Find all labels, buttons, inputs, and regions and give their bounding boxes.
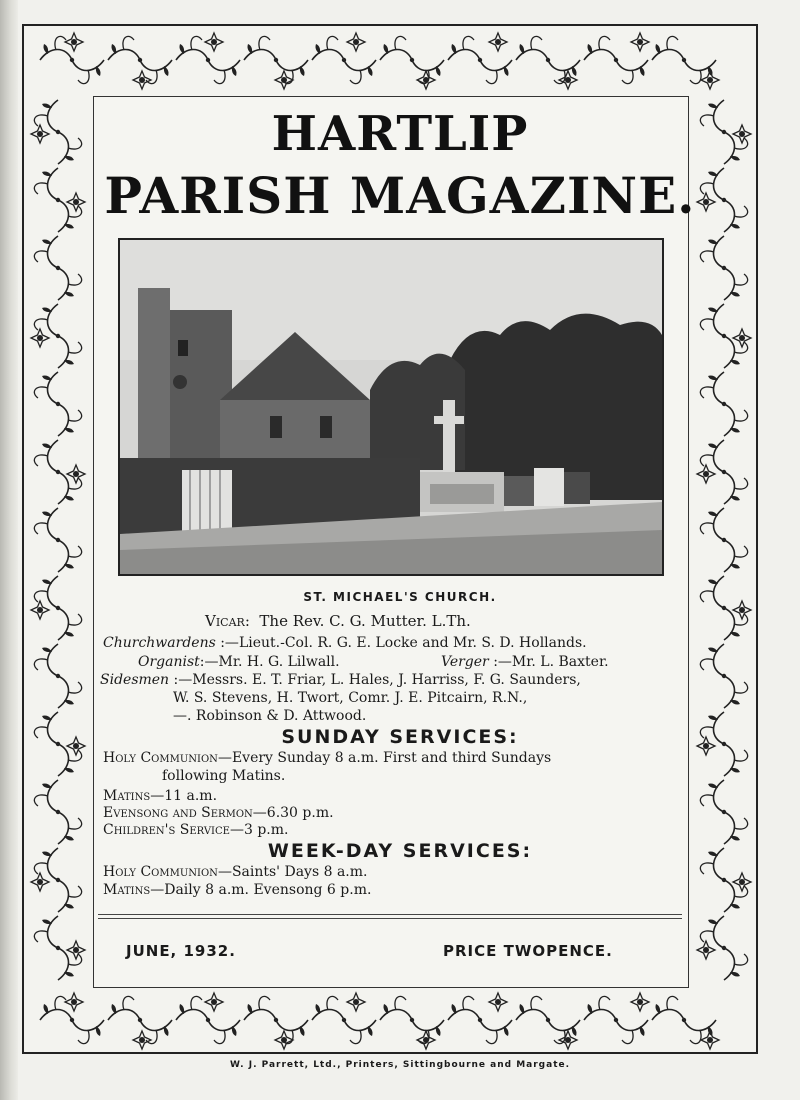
weekday-matins: [103, 882, 371, 898]
verger-label: Verger: [441, 654, 489, 670]
divider-rule-upper: [98, 914, 682, 915]
organist-name: Mr. H. G. Lilwall.: [218, 654, 340, 670]
weekday-holy-communion: [103, 864, 367, 880]
sunday-services-heading: SUNDAY SERVICES:: [281, 726, 519, 748]
sidesmen-sep: :—: [169, 672, 193, 688]
masthead-title-line1: HARTLIP: [271, 106, 529, 162]
organist-sep: :—: [199, 654, 219, 670]
churchwardens-names: Lieut.-Col. R. G. E. Locke and Mr. S. D. Hollands.: [238, 635, 587, 651]
vicar-name: The Rev. C. G. Mutter. L.Th.: [259, 612, 471, 630]
weekday-matins-text: Daily 8 a.m. Evensong 6 p.m.: [164, 882, 372, 898]
sidesmen-line-1: [100, 672, 581, 688]
sunday-children-text: 3 p.m.: [243, 822, 289, 838]
price: PRICE TWOPENCE.: [443, 942, 613, 960]
sunday-evensong-label: Evensong and Sermon: [103, 805, 253, 821]
divider-rule-lower: [98, 918, 682, 919]
photo-caption: ST. MICHAEL'S CHURCH.: [303, 590, 497, 604]
sunday-childrens-service: [103, 822, 288, 838]
verger-line: [441, 654, 609, 670]
churchwardens-label: Churchwardens: [103, 635, 216, 651]
sunday-matins: [103, 788, 217, 804]
weekday-hc-text: Saints' Days 8 a.m.: [231, 864, 368, 880]
organist-line: [138, 654, 340, 670]
vicar-line: [205, 612, 471, 630]
verger-sep: :—: [488, 654, 512, 670]
sunday-matins-sep: —: [150, 788, 165, 804]
weekday-hc-sep: —: [217, 864, 232, 880]
organist-label: Organist: [138, 654, 200, 670]
church-photograph: [118, 238, 664, 576]
vicar-label: Vicar: [205, 612, 245, 630]
sunday-matins-text: 11 a.m.: [164, 788, 218, 804]
sidesmen-label: Sidesmen: [100, 672, 170, 688]
sidesmen-line-3: —. Robinson & D. Attwood.: [173, 708, 367, 724]
sunday-hc-continuation: following Matins.: [162, 768, 286, 784]
weekday-matins-label: Matins: [103, 882, 151, 898]
weekday-services-heading: WEEK-DAY SERVICES:: [267, 840, 533, 862]
weekday-hc-label: Holy Communion: [103, 864, 218, 880]
churchwardens-line: [103, 635, 587, 651]
weekday-matins-sep: —: [150, 882, 165, 898]
issue-date: JUNE, 1932.: [126, 942, 236, 960]
sunday-evensong: [103, 805, 334, 821]
sunday-hc-label: Holy Communion: [103, 750, 218, 766]
sidesmen-line-2: W. S. Stevens, H. Twort, Comr. J. E. Pitcairn, R.N.,: [173, 690, 528, 706]
verger-name: Mr. L. Baxter.: [511, 654, 609, 670]
sunday-hc-sep: —: [217, 750, 232, 766]
sunday-children-sep: —: [229, 822, 244, 838]
printer-imprint: W. J. Parrett, Ltd., Printers, Sittingbourne and Margate.: [229, 1060, 571, 1070]
sunday-holy-communion: [103, 750, 551, 766]
vicar-colon: :: [244, 612, 260, 630]
sunday-children-label: Children's Service: [103, 822, 230, 838]
sunday-evensong-text: 6.30 p.m.: [266, 805, 334, 821]
sidesmen-names-1: Messrs. E. T. Friar, L. Hales, J. Harriss, F. G. Saunders,: [192, 672, 581, 688]
sunday-matins-label: Matins: [103, 788, 151, 804]
sunday-hc-text: Every Sunday 8 a.m. First and third Sundays: [231, 750, 552, 766]
churchwardens-sep: :—: [215, 635, 239, 651]
masthead-title-line2: PARISH MAGAZINE.: [104, 166, 696, 225]
sunday-evensong-sep: —: [252, 805, 267, 821]
